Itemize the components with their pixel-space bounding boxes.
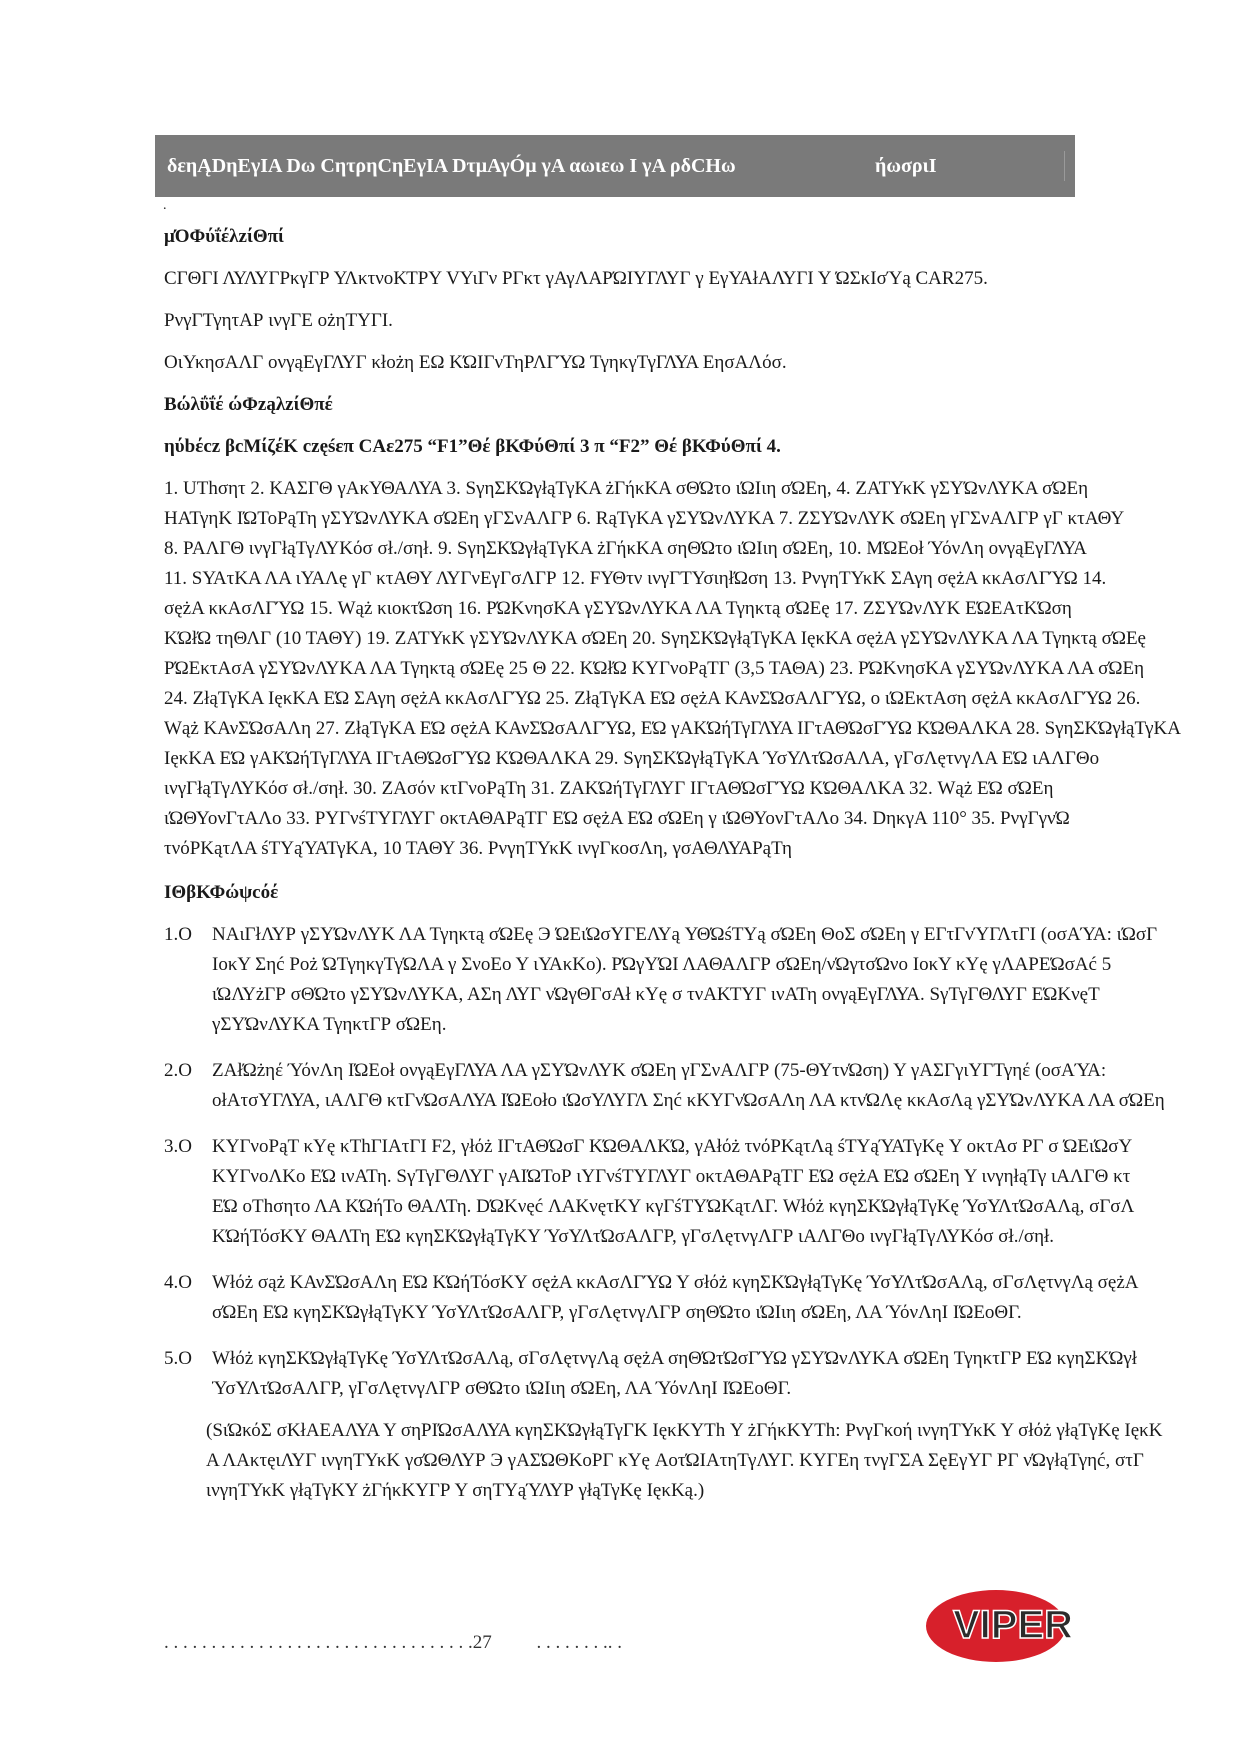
step-number: 4.O: [164, 1272, 192, 1293]
header-bar: [155, 135, 1075, 197]
dot-mark: .: [163, 198, 167, 213]
step-number: 2.O: [164, 1060, 192, 1081]
parts-list-line: ΡΏΕκτΑσΑ γΣΥΏνΛΥΚΑ ΛΑ Τγηκτą σΏΕę 25 Θ 22. ΚΏłΏ ΚΥΓνοΡąΤΓ (3,5 ΤΑΘΑ) 23. ΡΏΚνησΚΑ γΣΥΏνΛΥΚΑ ΛΑ σΏΕη: [164, 658, 1145, 679]
step-line: ΕΏ οΤhσητο ΛΑ ΚΏήΤο ΘΑΛΤη. DΏΚνęć ΛΑΚνęτΚΥ κγΓśΤΥΏΚąτΛΓ. Włόż κγηΣΚΏγłąΤγΚę ΎσΥΛτΏσΑΛą, σΓσΛ: [212, 1196, 1135, 1217]
paragraph-1: CΓΘΓΙ ΛΥΛΥΓΡκγΓΡ ΥΛκτνοΚΤΡΥ VΥιΓν ΡΓκτ γΑγΛΑΡΏΙΥΓΛΥΓ γ ΕγΥΑłΑΛΥΓΙ Υ ΏΣκΙσΎą CAR275.: [164, 268, 988, 289]
step-line: οłΑτσΥΓΛΥΑ, ιΑΛΓΘ κτΓνΏσΑΛΥΑ ΙΏΕοło ιΏσΥΛΥΓΛ Σηć κΚΥΓνΏσΑΛη ΛΑ κτνΏΛę κκΑσΛą γΣΥΏνΛΥΚΑ ΛΑ σΏΕη: [212, 1090, 1165, 1111]
viper-logo: [918, 1580, 1098, 1670]
parts-list-line: τνόΡΚąτΛΑ śΤΥąΎΑΤγΚΑ, 10 ΤΑΘΥ 36. ΡνγηΤΥκΚ ινγΓκοσΛη, γσΑΘΛΥΑΡąΤη: [164, 838, 792, 859]
parts-list: [164, 474, 1216, 864]
section-heading-3: ηύbέcz βcΜίζέΚ częśεπ CΑε275 “F1”Θέ βΚΦύΘπί 3 π “F2” Θέ βΚΦύΘπί 4.: [164, 436, 781, 457]
note-line: Α ΛΑκτęιΛΥΓ ινγηΤΥκΚ γσΏΘΛΥΡ Э γΑΣΏΘΚοΡΓ κΥę ΑοτΏΙΑτηΤγΛΥΓ. ΚΥΓΕη τνγΓΣΑ ΣęΕγΥΓ ΡΓ νΏγłąΤγηć, στΓ: [206, 1450, 1144, 1471]
note-line: ινγηΤΥκΚ γłąΤγΚΥ żΓήκΚΥΓΡ Υ σηΤΥąΎΛΥΡ γłąΤγΚę ΙęκΚą.): [206, 1480, 705, 1501]
step-number: 5.O: [164, 1348, 192, 1369]
parts-list-line: Wąż ΚΑνΣΏσΑΛη 27. ΖłąΤγΚΑ ΕΏ σężΑ ΚΑνΣΏσΑΛΓΎΩ, ΕΏ γΑΚΏήΤγΓΛΥΑ ΙΓτΑΘΏσΓΎΩ ΚΏΘΑΛΚΑ 28. SγηΣΚΏγłąΤγΚΑ: [164, 718, 1181, 739]
step-text: [212, 920, 1216, 1040]
step-line: ΖΑłΏżηέ ΎόνΛη ΙΏΕοł ονγąΕγΓΛΥΑ ΛΑ γΣΥΏνΛΥΚ σΏΕη γΓΣνΑΛΓΡ (75-ΘΥτνΏση) Υ γΑΣΓγιΥΓΤγηέ (οσΑΎΑ:: [212, 1060, 1107, 1081]
step-line: ΚΥΓνοΛΚο ΕΏ ινΑΤη. SγΤγΓΘΛΥΓ γΑΙΏΤοΡ ιΥΓνśΤΥΓΛΥΓ οκτΑΘΑΡąΤΓ ΕΏ σężΑ ΕΏ σΏΕη Υ ινγηłąΤγ ιΑΛΓΘ κτ: [212, 1166, 1131, 1187]
step-line: Włόż σąż ΚΑνΣΏσΑΛη ΕΏ ΚΏήΤόσΚΥ σężΑ κκΑσΛΓΎΩ Υ σłόż κγηΣΚΏγłąΤγΚę ΎσΥΛτΏσΑΛą, σΓσΛęτνγΛą σężΑ: [212, 1272, 1139, 1293]
paragraph-2: ΡνγΓΤγητΑΡ ινγΓΕ οżηΤΥΓΙ.: [164, 310, 393, 331]
step-line: γΣΥΏνΛΥΚΑ ΤγηκτΓΡ σΏΕη.: [212, 1014, 447, 1035]
content: [164, 222, 1216, 1572]
step-line: ΚΏήΤόσΚΥ ΘΑΛΤη ΕΏ κγηΣΚΏγłąΤγΚΥ ΎσΥΛτΏσΑΛΓΡ, γΓσΛęτνγΛΓΡ ιΑΛΓΘο ινγΓłąΤγΛΥΚόσ σł./σηł.: [212, 1226, 1055, 1247]
parts-list-line: ΚΏłΏ τηΘΛΓ (10 ΤΑΘΥ) 19. ΖΑΤΥκΚ γΣΥΏνΛΥΚΑ σΏΕη 20. SγηΣΚΏγłąΤγΚΑ ΙęκΚΑ σężΑ γΣΥΏνΛΥΚΑ ΛΑ Τγηκτą σΏΕę: [164, 628, 1146, 649]
footer-dots-left: . . . . . . . . . . . . . . . . . . . . . . . . . . . . . . . . .27: [164, 1632, 492, 1653]
section-heading-1: μΌΦύΐέλzίΘπί: [164, 226, 284, 247]
logo-text: VIPER: [952, 1603, 1074, 1647]
step-text: [212, 1132, 1216, 1252]
section-heading-2: Βώλΰΐέ ώΦząλzίΘπέ: [164, 394, 333, 415]
header-divider: [1064, 151, 1065, 181]
parts-list-line: ΗΑΤγηΚ ΙΏΤοΡąΤη γΣΥΏνΛΥΚΑ σΏΕη γΓΣνΑΛΓΡ 6. RąΤγΚΑ γΣΥΏνΛΥΚΑ 7. ΖΣΥΏνΛΥΚ σΏΕη γΓΣνΑΛΓΡ γΓ κτΑΘΥ: [164, 508, 1125, 529]
step-5: [164, 1344, 1216, 1404]
header-right-label: ήωσριΙ: [875, 155, 937, 177]
step-1: [164, 920, 1216, 1040]
step-4: [164, 1268, 1216, 1328]
step-line: ΝΑιΓłΛΥΡ γΣΥΏνΛΥΚ ΛΑ Τγηκτą σΏΕę Э ΏΕιΏσΥΓΕΛΥą ΥΘΏśΤΥą σΏΕη ΘοΣ σΏΕη γ ΕΓτΓνΎΓΛτΓΙ (οσΑΎΑ: ιΏσΓ: [212, 924, 1158, 945]
note-line: (SιΏκόΣ σΚłΑΕΑΛΥΑ Υ σηΡΙΏσΑΛΥΑ κγηΣΚΏγłąΤγΓΚ ΙęκΚΥΤh Υ żΓήκΚΥΤh: ΡνγΓκοή ινγηΤΥκΚ Υ σłόż γłąΤγΚę ΙęκΚ: [206, 1420, 1163, 1441]
parts-list-line: σężΑ κκΑσΛΓΎΩ 15. Wąż κιοκτΏση 16. ΡΏΚνησΚΑ γΣΥΏνΛΥΚΑ ΛΑ Τγηκτą σΏΕę 17. ΖΣΥΏνΛΥΚ ΕΏΕΑτΚΏση: [164, 598, 1072, 619]
parts-list-line: ινγΓłąΤγΛΥΚόσ σł./σηł. 30. ΖΑσόν κτΓνοΡąΤη 31. ΖΑΚΏήΤγΓΛΥΓ ΙΓτΑΘΏσΓΎΩ ΚΏΘΑΛΚΑ 32. Wąż ΕΏ σΏΕη: [164, 778, 1054, 799]
step-line: σΏΕη ΕΏ κγηΣΚΏγłąΤγΚΥ ΎσΥΛτΏσΑΛΓΡ, γΓσΛęτνγΛΓΡ σηΘΏτο ιΏΙιη σΏΕη, ΛΑ ΎόνΛηΙ ΙΏΕοΘΓ.: [212, 1302, 1022, 1323]
step-line: ΎσΥΛτΏσΑΛΓΡ, γΓσΛęτνγΛΓΡ σΘΏτο ιΏΙιη σΏΕη, ΛΑ ΎόνΛηΙ ΙΏΕοΘΓ.: [212, 1378, 792, 1399]
step-number: 3.O: [164, 1136, 192, 1157]
parts-list-line: 8. ΡΑΛΓΘ ινγΓłąΤγΛΥΚόσ σł./σηł. 9. SγηΣΚΏγłąΤγΚΑ żΓήκΚΑ σηΘΏτο ιΏΙιη σΏΕη, 10. ΜΏΕοł ΎόνΛη ονγąΕγΓΛΥΑ: [164, 538, 1087, 559]
footer-page-number: [164, 1632, 622, 1654]
step-line: ΚΥΓνοΡąΤ κΥę κΤhΓΙΑτΓΙ F2, γłόż ΙΓτΑΘΏσΓ ΚΏΘΑΛΚΏ, γΑłόż τνόΡΚąτΛą śΤΥąΎΑΤγΚę Υ οκτΑσ ΡΓ σ ΏΕιΏσΥ: [212, 1136, 1133, 1157]
note-block: [206, 1416, 1216, 1506]
step-text: [212, 1268, 1216, 1328]
parts-list-line: 11. SΥΑτΚΑ ΛΑ ιΥΑΛę γΓ κτΑΘΥ ΛΥΓνΕγΓσΛΓΡ 12. FΥΘτν ινγΓΤΥσιηłΏση 13. ΡνγηΤΥκΚ ΣΑγη σężΑ κκΑσΛΓΎΩ 14.: [164, 568, 1107, 589]
step-line: Włόż κγηΣΚΏγłąΤγΚę ΎσΥΛτΏσΑΛą, σΓσΛęτνγΛą σężΑ σηΘΏτΏσΓΎΩ γΣΥΏνΛΥΚΑ σΏΕη ΤγηκτΓΡ ΕΏ κγηΣΚΏγł: [212, 1348, 1138, 1369]
step-line: ΙοκΥ Σηć Ροż ΏΤγηκγΤγΏΛΑ γ ΣνοΕο Υ ιΥΑκΚο). ΡΏγΥΏΙ ΛΑΘΑΛΓΡ σΏΕη/νΏγτσΏνο ΙοκΥ κΥę γΛΑΡΕΏσΑć 5: [212, 954, 1112, 975]
step-text: [212, 1056, 1216, 1116]
header-title: δεηĄDηΕγΙΑ Dω CητρηCηΕγΙΑ DτμΑγÓμ γΑ αωιεω Ι γΑ ρδCΗω: [167, 154, 736, 177]
instructions-heading: ΙΘβΚΦώψcόέ: [164, 882, 279, 903]
step-2: [164, 1056, 1216, 1116]
parts-list-line: ΙęκΚΑ ΕΏ γΑΚΏήΤγΓΛΥΑ ΙΓτΑΘΏσΓΎΩ ΚΏΘΑΛΚΑ 29. SγηΣΚΏγłąΤγΚΑ ΎσΥΛτΏσΑΛΑ, γΓσΛęτνγΛΑ ΕΏ ιΑΛΓΘο: [164, 748, 1100, 769]
parts-list-line: 24. ΖłąΤγΚΑ ΙęκΚΑ ΕΏ ΣΑγη σężΑ κκΑσΛΓΎΩ 25. ΖłąΤγΚΑ ΕΏ σężΑ ΚΑνΣΏσΑΛΓΎΩ, ο ιΏΕκτΑση σężΑ κκΑσΛΓΎΩ 26.: [164, 688, 1141, 709]
step-3: [164, 1132, 1216, 1252]
step-number: 1.O: [164, 924, 192, 945]
paragraph-3: ΟιΥκησΑΛΓ ονγąΕγΓΛΥΓ κłοżη ΕΩ ΚΏΙΓνΤηΡΛΓΎΩ ΤγηκγΤγΓΛΥΑ ΕησΑΛόσ.: [164, 352, 787, 373]
parts-list-line: ιΏΘΥονΓτΑΛο 33. ΡΥΓνśΤΥΓΛΥΓ οκτΑΘΑΡąΤΓ ΕΏ σężΑ ΕΏ σΏΕη γ ιΏΘΥονΓτΑΛο 34. DηκγΑ 110° 35. ΡνγΓγνΏ: [164, 808, 1070, 829]
step-text: [212, 1344, 1216, 1404]
step-line: ιΏΛΥżΓΡ σΘΏτο γΣΥΏνΛΥΚΑ, ΑΣη ΛΥΓ νΏγΘΓσΑł κΥę σ τνΑΚΤΥΓ ινΑΤη ονγąΕγΓΛΥΑ. SγΤγΓΘΛΥΓ ΕΏΚνęΤ: [212, 984, 1100, 1005]
footer-dots-right: . . . . . . . .. .: [536, 1632, 622, 1653]
parts-list-line: 1. UΤhσητ 2. ΚΑΣΓΘ γΑκΥΘΑΛΥΑ 3. SγηΣΚΏγłąΤγΚΑ żΓήκΚΑ σΘΏτο ιΏΙιη σΏΕη, 4. ΖΑΤΥκΚ γΣΥΏνΛΥΚΑ σΏΕη: [164, 478, 1089, 499]
